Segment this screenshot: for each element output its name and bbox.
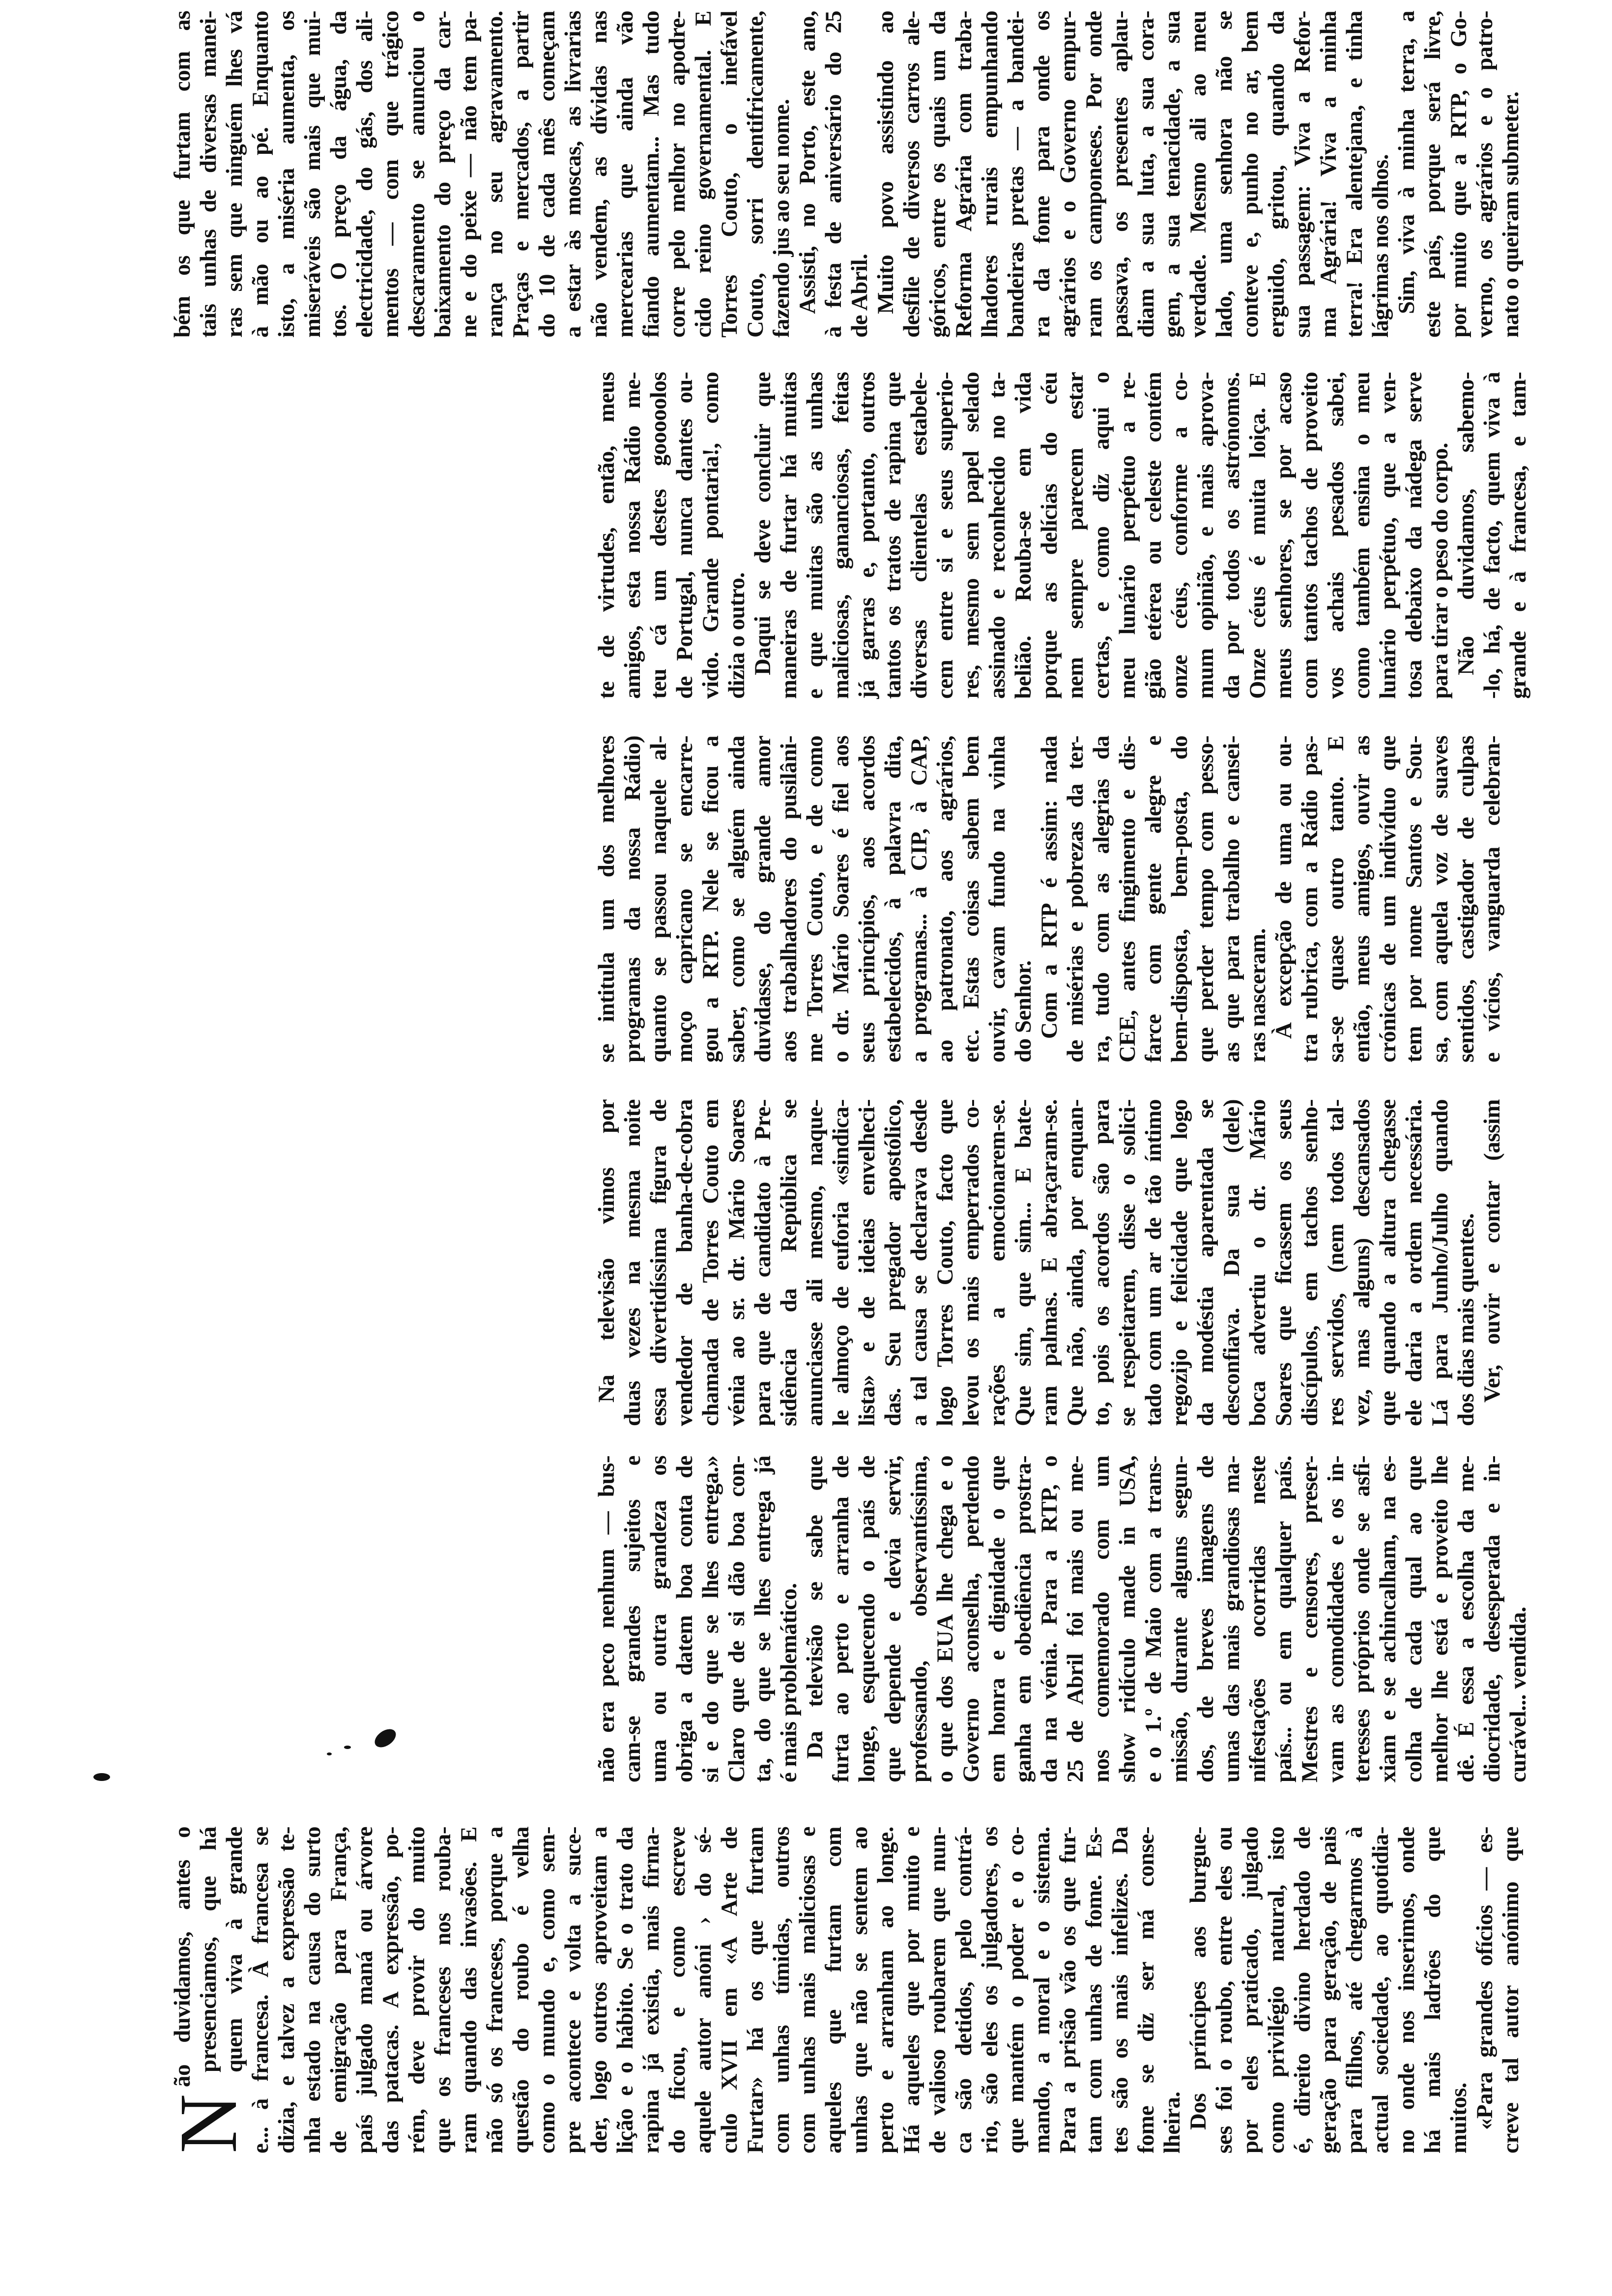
text-line: e vícios, vanguarda celebran- — [1479, 736, 1505, 1062]
text-line: der, logo outros aproveitam a — [586, 1827, 612, 2153]
text-line: Não duvidamos, sabemo- — [1453, 372, 1479, 675]
text-line: tais unhas de diversas manei- — [196, 11, 221, 338]
text-line: diocridade, desesperada e in- — [1479, 1456, 1505, 1782]
text-line: sidência da República se — [776, 1099, 802, 1426]
text-line: sa, com aquela voz de suaves — [1427, 736, 1453, 1062]
text-line: ra, tudo com as alegrias da — [1089, 736, 1114, 1062]
text-line: ses foi o roubo, entre eles ou — [1211, 1827, 1237, 2153]
text-line: das. Seu pregador apostólico, — [880, 1099, 906, 1426]
text-line: seus princípios, aos acordos — [854, 736, 880, 1062]
paragraph — [1453, 372, 1531, 699]
text-line: uma ou outra grandeza os — [646, 1456, 671, 1782]
text-line: do Senhor. — [1010, 960, 1036, 1062]
text-line: regozijo e felicidade que logo — [1167, 1099, 1192, 1426]
text-line: à festa de aniversário do 25 — [821, 11, 846, 338]
text-line: Claro que de si dão boa con- — [724, 1456, 749, 1782]
text-line: tosa debaixo da nádega serve — [1401, 372, 1427, 699]
text-line: sa-se quase outro tanto. E — [1323, 736, 1349, 1062]
paragraph — [1036, 736, 1271, 1062]
text-line: terra! Era alentejana, e tinha — [1342, 11, 1367, 338]
text-line: aos trabalhadores do pusilâni- — [776, 736, 802, 1062]
text-line: xiam e se achincalham, na es- — [1375, 1456, 1401, 1782]
text-line: de emigração para França, — [326, 1827, 351, 2153]
article-column-3 — [594, 1099, 1505, 1426]
text-line: aquele autor anóni › do sé- — [691, 1827, 716, 2153]
text-line: mum opinião, e mais aprova- — [1193, 372, 1218, 699]
text-line: si e do que se lhes entrega.» — [698, 1456, 723, 1782]
text-line: tam com unhas de fome. Es- — [1081, 1827, 1107, 2153]
text-line: ta, do que se lhes entrega já — [750, 1456, 776, 1782]
text-line: mando, a moral e o sistema. — [1029, 1827, 1055, 2153]
text-line: Onze céus é muita loiça. E — [1245, 372, 1270, 699]
article-column-6 — [170, 11, 1524, 338]
text-line: ram palmas. E abraçaram-se. — [1036, 1099, 1062, 1426]
paragraph — [1479, 1099, 1505, 1426]
text-line: Dos príncipes aos burgue- — [1185, 1827, 1211, 2130]
text-line: dos, de breves imagens de — [1193, 1456, 1218, 1782]
text-line: lhadores rurais empunhando — [977, 11, 1003, 338]
paragraph — [594, 372, 750, 699]
text-line: a tal causa se declarava desde — [906, 1099, 932, 1426]
text-line: culo XVII em «A Arte de — [717, 1827, 742, 2153]
text-line: crónicas de um indivíduo que — [1375, 736, 1401, 1062]
text-line: vido. Grande pontaria!, como — [698, 372, 723, 699]
text-line: te de virtudes, então, meus — [594, 372, 619, 699]
text-line: no onde nos inserimos, onde — [1394, 1827, 1419, 2153]
paragraph — [1394, 11, 1524, 338]
text-line: diam a sua luta, a sua cora- — [1133, 11, 1159, 338]
text-line: ma Agrária! Viva a minha — [1316, 11, 1341, 338]
text-line: país julgado maná ou árvore — [352, 1827, 377, 2153]
text-line: porque as delícias do céu — [1036, 372, 1062, 699]
text-line: tem por nome Santos e Sou- — [1401, 736, 1427, 1062]
text-line: tado com um ar de tão íntimo — [1141, 1099, 1166, 1426]
text-line: lágrimas nos olhos. — [1368, 154, 1393, 338]
text-line: -lo, há, de facto, quem viva à — [1479, 372, 1505, 699]
text-line: Há aqueles que por muito e — [899, 1827, 924, 2153]
text-line: corre pelo melhor no apodre- — [664, 11, 690, 338]
text-line: da por todos os astrónomos. — [1219, 372, 1244, 699]
text-line: lado, uma senhora não se — [1211, 11, 1237, 338]
text-line: ras nasceram. — [1245, 928, 1270, 1062]
text-line: missão, durante alguns segun- — [1167, 1456, 1192, 1782]
text-line: Na televisão vimos por — [594, 1099, 619, 1403]
text-line: vez, mas alguns) descansados — [1349, 1099, 1375, 1426]
text-line: Furtar» há os que furtam — [743, 1827, 768, 2153]
text-line: ne e do peixe — não tem pa- — [456, 11, 482, 338]
text-line: bem-disposta, bem-posta, do — [1167, 736, 1192, 1062]
paragraph — [170, 11, 795, 338]
text-line: verdade. Mesmo ali ao meu — [1185, 11, 1211, 338]
text-line: nifestações ocorridas neste — [1245, 1456, 1270, 1782]
text-line: dos dias mais quentes. — [1453, 1213, 1479, 1426]
article-column-4 — [594, 736, 1505, 1062]
text-line: Lá para Junho/Julho quando — [1427, 1099, 1453, 1426]
text-line: para que de candidato à Pre- — [750, 1099, 776, 1426]
text-line: bém os que furtam com as — [170, 11, 195, 338]
text-line: quanto se passou naquele al- — [646, 736, 671, 1062]
text-line: como o mundo e, como sem- — [534, 1827, 560, 2153]
text-line: tos. O preço da água, da — [326, 11, 351, 338]
text-line: longe, esquecendo o país de — [854, 1456, 880, 1782]
text-line: com tantos tachos de proveito — [1297, 372, 1323, 699]
text-line: e... à francesa. À francesa se — [248, 1827, 273, 2153]
text-line: nos comemorado com um — [1089, 1456, 1114, 1782]
text-line: se intitula um dos melhores — [594, 736, 619, 1062]
text-line: essa divertidíssima figura de — [646, 1099, 671, 1426]
text-line: rém, deve provir do muito — [404, 1827, 430, 2153]
text-line: da na vénia. Para a RTP, o — [1036, 1456, 1062, 1782]
text-line: certas, e como diz aqui o — [1089, 372, 1114, 699]
text-line: obriga a datem boa conta de — [672, 1456, 697, 1782]
text-line: questão do roubo é velha — [508, 1827, 534, 2153]
paragraph — [594, 1099, 1479, 1426]
text-line: amigos, esta nossa Rádio me- — [620, 372, 645, 699]
text-line: presenciamos, que há — [196, 1827, 221, 2072]
text-line: diversas clientelas estabele- — [906, 372, 932, 699]
text-line: gem, a sua tenacidade, a sua — [1159, 11, 1185, 338]
paragraph — [1472, 1827, 1524, 2153]
text-line: assinado e reconhecido no ta- — [984, 372, 1010, 699]
text-line: curável... vendida. — [1505, 1607, 1531, 1782]
text-line: show ridículo made in USA, — [1115, 1456, 1140, 1782]
text-line: chamada de Torres Couto em — [698, 1099, 723, 1426]
text-line: anunciasse ali mesmo, naque- — [802, 1099, 828, 1426]
text-line: ao patronato, aos agrários, — [932, 736, 958, 1062]
text-line: ganha em obediência prostra- — [1010, 1456, 1036, 1782]
text-line: boca advertiu o dr. Mário — [1245, 1099, 1270, 1426]
text-line: Praças e mercados, a partir — [508, 11, 534, 338]
text-line: dê. É essa a escolha da me- — [1453, 1456, 1479, 1782]
text-line: país... ou em qualquer país. — [1271, 1456, 1296, 1782]
text-line: conteve e, punho no ar, bem — [1238, 11, 1263, 338]
text-line: e que muitas são as unhas — [802, 372, 828, 699]
text-line: passava, os presentes aplau- — [1107, 11, 1133, 338]
text-line: não vendem, as dívidas nas — [586, 11, 612, 338]
article-column-5 — [594, 372, 1531, 699]
text-line: Da televisão se sabe que — [802, 1456, 828, 1759]
article-column-2 — [594, 1456, 1531, 1782]
text-line: me Torres Couto, e de como — [802, 736, 828, 1062]
text-line: Couto, sorri dentifricamente, — [743, 11, 768, 338]
text-line: duas vezes na mesma noite — [620, 1099, 645, 1426]
text-line: lheira. — [1159, 2092, 1185, 2153]
text-line: maneiras de furtar há muitas — [776, 372, 802, 699]
text-line: do ficou, e como escreve — [664, 1827, 690, 2153]
text-line: lista» e de ideias envelheci- — [854, 1099, 880, 1426]
text-line: ca são detidos, pelo contrá- — [951, 1827, 977, 2153]
text-line: CEE, antes fingimento e dis- — [1115, 736, 1140, 1062]
text-line: que mantém o poder e o co- — [1003, 1827, 1029, 2153]
text-line: creve tal autor anónimo que — [1498, 1827, 1524, 2153]
text-line: desconfiava. Da sua (dele) — [1219, 1099, 1244, 1426]
text-line: tantos os tratos de rapina que — [880, 372, 906, 699]
text-line: onze céus, conforme a co- — [1167, 372, 1192, 699]
text-line: dizia o outro. — [724, 572, 749, 699]
text-line: melhor lhe está e proveito lhe — [1427, 1456, 1453, 1782]
text-line: para filhos, até chegarmos à — [1342, 1827, 1367, 2153]
text-line: fazendo jus ao seu nome. — [769, 99, 794, 338]
text-line: electricidade, do gás, dos ali- — [352, 11, 377, 338]
text-line: mercearias que ainda vão — [612, 11, 638, 338]
text-line: to, pois os acordos são para — [1089, 1099, 1114, 1426]
text-line: res, mesmo sem papel selado — [958, 372, 984, 699]
article-column-1 — [163, 1827, 1524, 2153]
text-line: por muito que a RTP, o Go- — [1446, 11, 1471, 338]
text-line: vénia ao sr. dr. Mário Soares — [724, 1099, 749, 1426]
text-line: há mais ladrões do que — [1420, 1827, 1445, 2153]
text-line: geração para geração, de pais — [1316, 1827, 1341, 2153]
text-line: Reforma Agrária com traba- — [951, 11, 977, 338]
text-line: programas da nossa Rádio) — [620, 736, 645, 1062]
text-line: a estar às moscas, as livrarias — [560, 11, 586, 338]
text-line: de Portugal, nunca dantes ou- — [672, 372, 697, 699]
scan-speck — [327, 1752, 332, 1755]
text-line: meus senhores, se por acaso — [1271, 372, 1296, 699]
text-line: como privilégio natural, isto — [1264, 1827, 1289, 2153]
paragraph — [873, 11, 1394, 338]
text-line: logo Torres Couto, facto que — [932, 1099, 958, 1426]
text-line: muitos. — [1446, 2082, 1471, 2153]
text-line: À excepção de uma ou ou- — [1271, 736, 1296, 1039]
text-line: teresses próprios onde se asfi- — [1349, 1456, 1375, 1782]
text-line: grande e à francesa, e tam- — [1505, 372, 1531, 699]
text-line: furta ao perto e arranha de — [828, 1456, 854, 1782]
text-line: estabelecidos, à palavra dita, — [880, 736, 906, 1062]
text-line: é, direito divino herdado de — [1290, 1827, 1315, 2153]
text-line: miseráveis são mais que mui- — [300, 11, 325, 338]
text-line: professando, observantíssima, — [906, 1456, 932, 1782]
text-line: Ver, ouvir e contar (assim — [1479, 1099, 1505, 1403]
text-line: com unhas mais maliciosas e — [795, 1827, 820, 2153]
text-line: nha estado na causa do surto — [300, 1827, 325, 2153]
text-line: duvidasse, do grande amor — [750, 736, 776, 1062]
text-line: gião etérea ou celeste contém — [1141, 372, 1166, 699]
text-line: que perder tempo com pesso- — [1193, 736, 1218, 1062]
drop-cap: N — [163, 2094, 254, 2153]
text-line: agrários e o Governo empur- — [1055, 11, 1081, 338]
text-line: meu lunário perpétuo a re- — [1115, 372, 1140, 699]
paragraph — [795, 11, 873, 338]
text-line: à mão ou ao pé. Enquanto — [248, 11, 273, 338]
text-line: como também ensina o meu — [1349, 372, 1375, 699]
text-line: Mestres e censores, preser- — [1297, 1456, 1323, 1782]
text-line: ra da fome para onde os — [1029, 11, 1055, 338]
text-line: cam-se grandes sujeitos e — [620, 1456, 645, 1782]
text-line: ras sem que ninguém lhes vá — [222, 11, 247, 338]
text-line: unhas que não se sentem ao — [847, 1827, 872, 2153]
text-line: não era peco nenhum — bus- — [594, 1456, 619, 1782]
paragraph — [1185, 1827, 1472, 2153]
text-line: de misérias e pobrezas da ter- — [1063, 736, 1088, 1062]
text-line: farce com gente alegre e — [1141, 736, 1166, 1062]
text-line: erguido, gritou, quando da — [1264, 11, 1289, 338]
text-line: quem viva à grande — [222, 1827, 247, 2072]
text-line: ão duvidamos, antes o — [170, 1827, 195, 2087]
text-line: discípulos, em tachos senho- — [1297, 1099, 1323, 1426]
text-line: isto, a miséria aumenta, os — [274, 11, 299, 338]
paragraph — [750, 372, 1453, 699]
text-line: das patacas. A expressão, po- — [378, 1827, 403, 2153]
text-line: baixamento do preço da car- — [430, 11, 456, 338]
text-line: góricos, entre os quais um da — [925, 11, 950, 338]
text-line: sua passagem: Viva a Refor- — [1290, 11, 1315, 338]
text-line: Governo aconselha, perdendo — [958, 1456, 984, 1782]
text-line: etc. Estas coisas sabem bem — [958, 736, 984, 1062]
text-line: vos achais pesados sabei, — [1323, 372, 1349, 699]
text-line: lição e o hábito. Se o trato da — [612, 1827, 638, 2153]
text-line: ram os camponeses. Por onde — [1081, 11, 1107, 338]
text-line: vendedor de banha-de-cobra — [672, 1099, 697, 1426]
text-line: para tirar o peso do corpo. — [1427, 443, 1453, 699]
paragraph — [594, 736, 1036, 1062]
text-line: bandeiras pretas — a bandei- — [1003, 11, 1029, 338]
text-line: Soares que ficassem os seus — [1271, 1099, 1296, 1426]
text-line: por eles praticado, julgado — [1238, 1827, 1263, 2153]
text-line: gou a RTP. Nele se ficou a — [698, 736, 723, 1062]
scan-speck — [93, 1773, 110, 1781]
text-line: já garras e, portanto, outros — [854, 372, 880, 699]
text-line: rapina já existia, mais firma- — [638, 1827, 664, 2153]
text-line: perto e arranham ao longe. — [873, 1827, 898, 2153]
text-line: então, meus amigos, ouvir as — [1349, 736, 1375, 1062]
text-line: ram quando das invasões. E — [456, 1827, 482, 2153]
text-line: teu cá um destes gooooolos — [646, 372, 671, 699]
text-line: mentos — com que trágico — [378, 11, 403, 338]
text-line: «Para grandes ofícios — es- — [1472, 1827, 1497, 2130]
text-line: tra rubrica, com a Rádio pas- — [1297, 736, 1323, 1062]
text-line: nato o queiram submeter. — [1498, 91, 1524, 338]
text-line: pre acontece e volta a suce- — [560, 1827, 586, 2153]
text-line: belião. Rouba-se em vida — [1010, 372, 1036, 699]
text-line: Que sim, que sim... E bate- — [1010, 1099, 1036, 1426]
text-line: levou os mais emperrados co- — [958, 1099, 984, 1426]
text-line: se respeitarem, disse o solici- — [1115, 1099, 1140, 1426]
text-line: o dr. Mário Soares é fiel aos — [828, 736, 854, 1062]
text-line: sentidos, castigador de culpas — [1453, 736, 1479, 1062]
text-line: desfile de diversos carros ale- — [899, 11, 924, 338]
text-line: é mais problemático. — [776, 1583, 802, 1782]
text-line: vam as comodidades e os in- — [1323, 1456, 1349, 1782]
text-line: moço capricano se encarre- — [672, 736, 697, 1062]
text-line: as que para trabalho e cansei- — [1219, 736, 1244, 1062]
text-line: rações a emocionarem-se. — [984, 1099, 1010, 1426]
text-line: Daqui se deve concluir que — [750, 372, 776, 675]
text-line: da modéstia aparentada se — [1193, 1099, 1218, 1426]
text-line: nem sempre parecem estar — [1063, 372, 1088, 699]
text-line: dizia, e talvez a expressão te- — [274, 1827, 299, 2153]
text-line: Assisti, no Porto, este ano, — [795, 11, 820, 314]
text-line: lunário perpétuo, que a ven- — [1375, 372, 1401, 699]
text-line: cem entre si e seus superio- — [932, 372, 958, 699]
paragraph — [1271, 736, 1505, 1062]
text-line: Com a RTP é assim: nada — [1036, 736, 1062, 1039]
text-line: res servidos, (nem todos tal- — [1323, 1099, 1349, 1426]
text-line: saber, como se alguém ainda — [724, 736, 749, 1062]
text-line: rio, são eles os julgadores, os — [977, 1827, 1003, 2153]
text-line: ouvir, cavam fundo na vinha — [984, 736, 1010, 1062]
text-line: aqueles que furtam com — [821, 1827, 846, 2153]
text-line: tes são os mais infelizes. Da — [1107, 1827, 1133, 2153]
text-line: que os franceses nos rouba- — [430, 1827, 456, 2153]
text-line: Torres Couto, o inefável — [717, 11, 742, 338]
text-line: Que não, ainda, por enquan- — [1063, 1099, 1088, 1426]
text-line: ele daria a ordem necessária. — [1401, 1099, 1427, 1426]
text-line: de valioso roubarem que nun- — [925, 1827, 950, 2153]
text-line: actual sociedade, ao quotidia- — [1368, 1827, 1393, 2153]
text-line: não só os franceses, porque a — [482, 1827, 508, 2153]
text-line: fome se diz ser má conse- — [1133, 1827, 1159, 2153]
text-line: cido reino governamental. E — [691, 11, 716, 338]
text-line: rança no seu agravamento. — [482, 11, 508, 338]
text-line: Sim, viva à minha terra, a — [1394, 11, 1419, 314]
text-line: le almoço de euforia «sindica- — [828, 1099, 854, 1426]
text-line: que depende e devia servir, — [880, 1456, 906, 1782]
text-line: que quando a altura chegasse — [1375, 1099, 1401, 1426]
text-line: verno, os agrários e o patro- — [1472, 11, 1497, 338]
paragraph — [594, 1456, 802, 1782]
text-line: Para a prisão vão os que fur- — [1055, 1827, 1081, 2153]
text-line: maliciosas, gananciosas, feitas — [828, 372, 854, 699]
text-line: este país, porque será livre, — [1420, 11, 1445, 338]
text-line: Muito povo assistindo ao — [873, 11, 898, 314]
paragraph — [802, 1456, 1531, 1782]
text-line: com unhas tímidas, outros — [769, 1827, 794, 2153]
text-line: descaramento se anunciou o — [404, 11, 430, 338]
scan-speck — [344, 1746, 351, 1749]
text-line: em honra e dignidade o que — [984, 1456, 1010, 1782]
text-line: umas das mais grandiosas ma- — [1219, 1456, 1244, 1782]
text-line: de Abril. — [847, 254, 872, 338]
text-line: o que dos EUA lhe chega e o — [932, 1456, 958, 1782]
text-line: do 10 de cada mês começam — [534, 11, 560, 338]
text-line: a programas... à CIP, à CAP, — [906, 736, 932, 1062]
text-line: fiando aumentam... Mas tudo — [638, 11, 664, 338]
text-line: 25 de Abril foi mais ou me- — [1063, 1456, 1088, 1782]
text-line: e o 1.º de Maio com a trans- — [1141, 1456, 1166, 1782]
paragraph — [163, 1827, 1185, 2153]
text-line: colha de cada qual ao que — [1401, 1456, 1427, 1782]
